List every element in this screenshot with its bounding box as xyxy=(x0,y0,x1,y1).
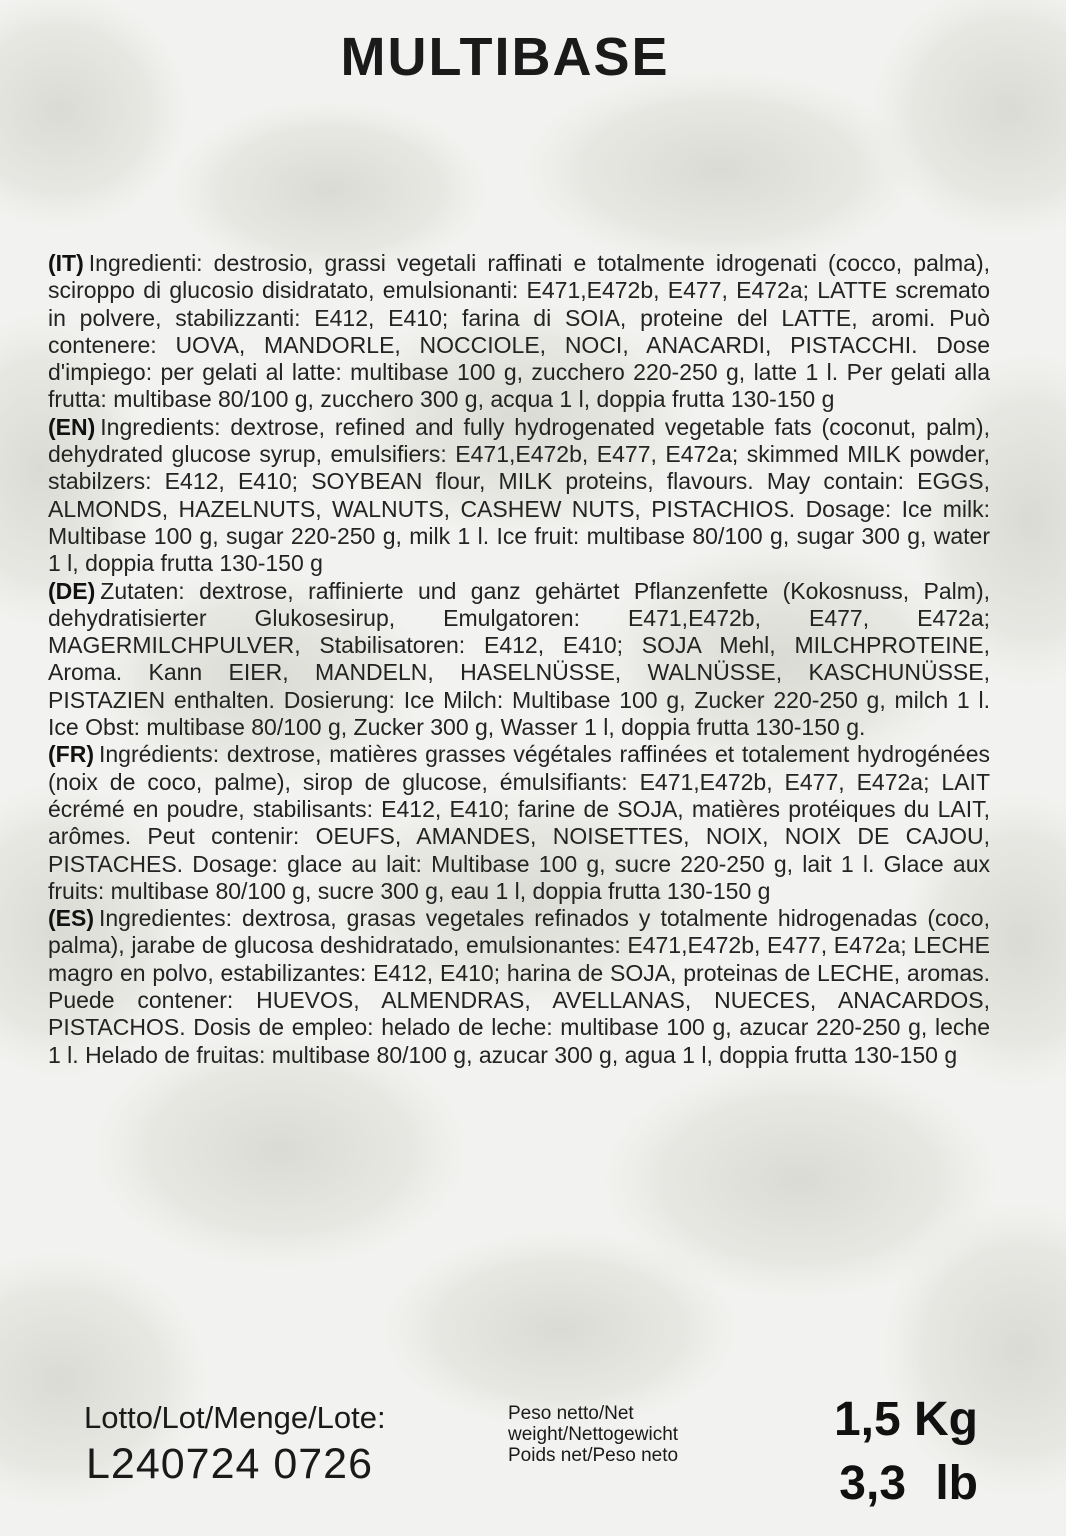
language-code-de: (DE) xyxy=(48,577,96,604)
ingredients-text-fr: Ingrédients: dextrose, matières grasses végétales raffinées et totalement hydrogénées (noix de coco, palme), sirop de glucose, émulsifiants: E471,E472b, E477, E472a; LAIT écrémé en poudre, stabilisants: E412, E410; farine de SOJA, matières protéiques du LAIT, arômes. Peut contenir: OEUFS, AMANDES, NOISETTES, NOIX, NOIX DE CAJOU, PISTACHES. Dosage: glace au lait: Multibase 100 g, sucre 220-250 g, lait 1 l. Glace aux fruits: multibase 80/100 g, sucre 300 g, eau 1 l, doppia frutta 130-150 g xyxy=(48,741,990,904)
net-weight-lb: 3,3 lb xyxy=(839,1457,978,1510)
language-code-en: (EN) xyxy=(48,413,96,440)
language-code-es: (ES) xyxy=(48,905,94,932)
ingredients-text-es: Ingredientes: dextrosa, grasas vegetales refinados y totalmente hidrogenadas (coco, palma), jarabe de glucosa deshidratado, emulsionantes: E471,E472b, E477, E472a; LECHE magro en polvo, estabilizantes: E412, E410; harina de SOJA, proteinas de LECHE, aromas. Puede contener: HUEVOS, ALMENDRAS, AVELLANAS, NUECES, ANACARDOS, PISTACHOS. Dosis de empleo: helado de leche: multibase 100 g, azucar 220-250 g, leche 1 l. Helado de fruitas: multibase 80/100 g, azucar 300 g, agua 1 l, doppia frutta 130-150 g xyxy=(48,905,990,1068)
ingredients-text-de: Zutaten: dextrose, raffinierte und ganz gehärtet Pflanzenfette (Kokosnuss, Palm), dehydratisierter Glukosesirup, Emulgatoren: E471,E472b, E477, E472a; MAGERMILCHPULVER, Stabilisatoren: E412, E410; SOJA Mehl, MILCHPROTEINE, Aroma. Kann EIER, MANDELN, HASELNÜSSE, WALNÜSSE, KASCHUNÜSSE, PISTAZIEN enthalten. Dosierung: Ice Milch: Multibase 100 g, Zucker 220-250 g, milch 1 l. Ice Obst: multibase 80/100 g, Zucker 300 g, Wasser 1 l, doppia frutta 130-150 g. xyxy=(48,577,990,741)
product-title: MULTIBASE xyxy=(340,27,670,87)
ingredients-text-en: Ingredients: dextrose, refined and fully hydrogenated vegetable fats (coconut, palm), dehydrated glucose syrup, emulsifiers: E471,E472b, E477, E472a; skimmed MILK powder, stabilzers: E412, E410; SOYBEAN flour, MILK proteins, flavours. May contain: EGGS, ALMONDS, HAZELNUTS, WALNUTS, CASHEW NUTS, PISTACHIOS. Dosage: Ice milk: Multibase 100 g, sugar 220-250 g, milk 1 l. Ice fruit: multibase 80/100 g, sugar 300 g, water 1 l, doppia frutta 130-150 g xyxy=(48,413,990,577)
ingredients-de xyxy=(48,578,990,742)
net-weight-kg: 1,5 Kg xyxy=(833,1393,978,1446)
language-code-fr: (FR) xyxy=(48,741,94,768)
net-weight-label-line: weight/Nettogewicht xyxy=(508,1424,679,1445)
net-weight-label-line: Peso netto/Net xyxy=(508,1403,634,1424)
lot-code: L240724 0726 xyxy=(86,1440,374,1488)
net-weight-label-line: Poids net/Peso neto xyxy=(508,1445,679,1466)
ingredients-block xyxy=(48,250,990,1069)
ingredients-text-it: Ingredienti: destrosio, grassi vegetali raffinati e totalmente idrogenati (cocco, palma), sciroppo di glucosio disidratato, emulsionanti: E471,E472b, E477, E472a; LATTE scremato in polvere, stabilizzanti: E412, E410; farina di SOIA, proteine del LATTE, aromi. Può contenere: UOVA, MANDORLE, NOCCIOLE, NOCI, ANACARDI, PISTACCHI. Dose d'impiego: per gelati al latte: multibase 100 g, zucchero 220-250 g, latte 1 l. Per gelati alla frutta: multibase 80/100 g, zucchero 300 g, acqua 1 l, doppia frutta 130-150 g xyxy=(48,250,990,413)
net-weight-label xyxy=(508,1403,678,1466)
ingredients-es xyxy=(48,905,990,1069)
lot-label: Lotto/Lot/Menge/Lote: xyxy=(84,1400,386,1435)
language-code-it: (IT) xyxy=(48,250,84,276)
ingredients-en xyxy=(48,414,990,578)
ingredients-it xyxy=(48,250,990,414)
ingredients-fr xyxy=(48,741,990,905)
